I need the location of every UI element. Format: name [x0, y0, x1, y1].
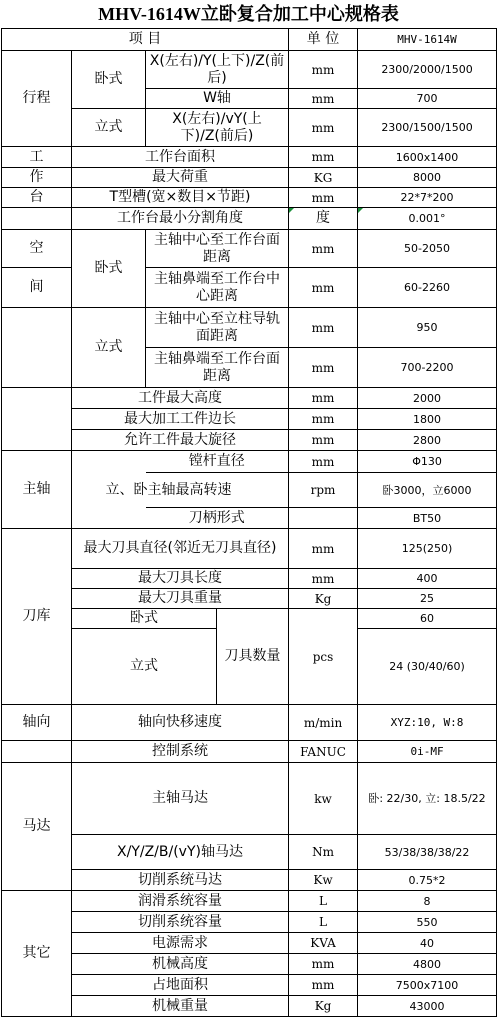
table-row: [2, 168, 497, 188]
space-h-nose-label: 主轴鼻端至工作台中心距离: [146, 268, 289, 308]
travel-h-xyz-unit: mm: [289, 51, 358, 89]
motor-axis-unit: Nm: [289, 835, 358, 870]
travel-w-label: W轴: [146, 89, 289, 109]
other-coolant-value: 550: [358, 912, 497, 933]
travel-vertical: 立式: [72, 109, 146, 147]
space-h-nose-value: 60-2260: [358, 268, 497, 308]
work-height-unit: mm: [289, 388, 358, 409]
mag-qty-label: 刀具数量: [217, 609, 289, 705]
header-unit: 单 位: [289, 29, 358, 51]
space-v-nose-unit: mm: [289, 348, 358, 388]
spindle-bar-label: 镗杆直径: [146, 451, 289, 473]
group-space-2: 间: [2, 268, 72, 308]
mag-len-value: 400: [358, 569, 497, 589]
space-h-center-label: 主轴中心至工作台面距离: [146, 230, 289, 268]
table-row: [2, 933, 497, 954]
page-title: MHV-1614W立卧复合加工中心规格表: [98, 4, 399, 24]
table-row: [2, 996, 497, 1017]
other-height-unit: mm: [289, 954, 358, 975]
other-coolant-unit: L: [289, 912, 358, 933]
table-row: [2, 870, 497, 891]
group-table-2: 作: [2, 168, 72, 188]
other-lube-value: 8: [358, 891, 497, 912]
group-motor: 马达: [2, 763, 72, 891]
travel-w-value: 700: [358, 89, 497, 109]
table-row: [2, 609, 497, 629]
mag-wt-unit: Kg: [289, 589, 358, 609]
work-length-label: 最大加工工件边长: [72, 409, 289, 430]
other-coolant-label: 切削系统容量: [72, 912, 289, 933]
mag-dia-value: 125(250): [358, 529, 497, 569]
motor-spindle-unit: kw: [289, 763, 358, 835]
table-row: [2, 109, 497, 147]
mag-horizontal: 卧式: [72, 609, 217, 629]
travel-w-unit: mm: [289, 89, 358, 109]
table-row: [2, 705, 497, 741]
table-row: [2, 388, 497, 409]
work-length-value: 1800: [358, 409, 497, 430]
spindle-speed-unit: rpm: [289, 473, 358, 508]
control-unit: FANUC: [289, 741, 358, 763]
space-v-center-value: 950: [358, 308, 497, 348]
other-power-unit: KVA: [289, 933, 358, 954]
table-area-unit: mm: [289, 147, 358, 168]
table-load-value: 8000: [358, 168, 497, 188]
work-swing-label: 允许工件最大旋径: [72, 430, 289, 451]
table-row: [2, 741, 497, 763]
header-item: 项 目: [2, 29, 289, 51]
motor-cutting-label: 切削系统马达: [72, 870, 289, 891]
group-spindle: 主轴: [2, 451, 72, 529]
mag-wt-value: 25: [358, 589, 497, 609]
table-row: [2, 569, 497, 589]
mag-vertical: 立式: [72, 629, 217, 705]
table-row: [2, 835, 497, 870]
other-power-label: 电源需求: [72, 933, 289, 954]
table-row: [2, 451, 497, 473]
space-horizontal: 卧式: [72, 230, 146, 308]
work-swing-unit: mm: [289, 430, 358, 451]
spindle-taper-label: 刀柄形式: [146, 508, 289, 529]
mag-wt-label: 最大刀具重量: [72, 589, 289, 609]
spindle-bar-value: Φ130: [358, 451, 497, 473]
table-row: [2, 308, 497, 348]
header-model: MHV-1614W: [358, 29, 497, 51]
other-weight-label: 机械重量: [72, 996, 289, 1017]
other-power-value: 40: [358, 933, 497, 954]
table-load-unit: KG: [289, 168, 358, 188]
motor-axis-label: X/Y/Z/B/(vY)轴马达: [72, 835, 289, 870]
axis-rapid-value: XYZ:10, W:8: [358, 705, 497, 741]
table-row: [2, 409, 497, 430]
other-lube-label: 润滑系统容量: [72, 891, 289, 912]
table-index-label: 工作台最小分割角度: [72, 208, 289, 230]
mag-dia-unit: mm: [289, 529, 358, 569]
header-row: [2, 29, 497, 51]
mag-h-qty-value: 60: [358, 609, 497, 629]
table-row: [2, 208, 497, 230]
motor-cutting-value: 0.75*2: [358, 870, 497, 891]
table-index-value: 0.001°: [358, 208, 497, 230]
group-magazine: 刀库: [2, 529, 72, 705]
group-table-1: 工: [2, 147, 72, 168]
other-floor-unit: mm: [289, 975, 358, 996]
work-height-value: 2000: [358, 388, 497, 409]
table-row: [2, 51, 497, 89]
spindle-bar-unit: mm: [289, 451, 358, 473]
table-row: [2, 188, 497, 208]
spindle-taper-unit: [289, 508, 358, 529]
spec-table: [1, 28, 497, 1017]
table-row: [2, 891, 497, 912]
spindle-taper-value: BT50: [358, 508, 497, 529]
table-row: [2, 975, 497, 996]
table-row: [2, 430, 497, 451]
mag-len-label: 最大刀具长度: [72, 569, 289, 589]
group-axis: 轴向: [2, 705, 72, 741]
motor-spindle-value: 卧: 22/30, 立: 18.5/22: [358, 763, 497, 835]
table-load-label: 最大荷重: [72, 168, 289, 188]
table-row: [2, 954, 497, 975]
table-tslot-label: T型槽(宽×数目×节距): [72, 188, 289, 208]
other-height-value: 4800: [358, 954, 497, 975]
travel-v-xyz-label: X(左右)/vY(上下)/Z(前后): [146, 109, 289, 147]
table-row: [2, 230, 497, 268]
control-label: 控制系统: [72, 741, 289, 763]
travel-h-xyz-label: X(左右)/Y(上下)/Z(前后): [146, 51, 289, 89]
other-weight-value: 43000: [358, 996, 497, 1017]
table-row: [2, 763, 497, 835]
axis-rapid-unit: m/min: [289, 705, 358, 741]
motor-spindle-label: 主轴马达: [72, 763, 289, 835]
table-tslot-unit: mm: [289, 188, 358, 208]
motor-cutting-unit: Kw: [289, 870, 358, 891]
table-row: [2, 912, 497, 933]
travel-h-xyz-value: 2300/2000/1500: [358, 51, 497, 89]
table-area-value: 1600x1400: [358, 147, 497, 168]
spindle-speed-value: 卧3000，立6000: [358, 473, 497, 508]
group-space-1: 空: [2, 230, 72, 268]
space-v-center-label: 主轴中心至立柱导轨面距离: [146, 308, 289, 348]
table-row: [2, 529, 497, 569]
motor-axis-value: 53/38/38/38/22: [358, 835, 497, 870]
mag-dia-label: 最大刀具直径(邻近无刀具直径): [72, 529, 289, 569]
control-value: 0i-MF: [358, 741, 497, 763]
axis-rapid-label: 轴向快移速度: [72, 705, 289, 741]
space-h-center-unit: mm: [289, 230, 358, 268]
mag-qty-unit: pcs: [289, 609, 358, 705]
space-v-center-unit: mm: [289, 308, 358, 348]
other-lube-unit: L: [289, 891, 358, 912]
space-h-center-value: 50-2050: [358, 230, 497, 268]
space-vertical: 立式: [72, 308, 146, 388]
table-row: [2, 147, 497, 168]
group-table-3: 台: [2, 188, 72, 208]
work-length-unit: mm: [289, 409, 358, 430]
travel-horizontal: 卧式: [72, 51, 146, 109]
table-index-unit: 度: [289, 208, 358, 230]
mag-len-unit: mm: [289, 569, 358, 589]
mag-v-qty-value: 24 (30/40/60): [358, 629, 497, 705]
other-floor-label: 占地面积: [72, 975, 289, 996]
table-tslot-value: 22*7*200: [358, 188, 497, 208]
group-other: 其它: [2, 891, 72, 1017]
group-travel: 行程: [2, 51, 72, 147]
work-height-label: 工件最大高度: [72, 388, 289, 409]
space-v-nose-value: 700-2200: [358, 348, 497, 388]
other-height-label: 机械高度: [72, 954, 289, 975]
travel-v-xyz-unit: mm: [289, 109, 358, 147]
space-h-nose-unit: mm: [289, 268, 358, 308]
spindle-speed-label: 立、卧主轴最高转速: [105, 482, 232, 498]
other-weight-unit: Kg: [289, 996, 358, 1017]
table-area-label: 工作台面积: [72, 147, 289, 168]
other-floor-value: 7500x7100: [358, 975, 497, 996]
space-v-nose-label: 主轴鼻端至工作台面距离: [146, 348, 289, 388]
travel-v-xyz-value: 2300/1500/1500: [358, 109, 497, 147]
table-row: [2, 589, 497, 609]
work-swing-value: 2800: [358, 430, 497, 451]
